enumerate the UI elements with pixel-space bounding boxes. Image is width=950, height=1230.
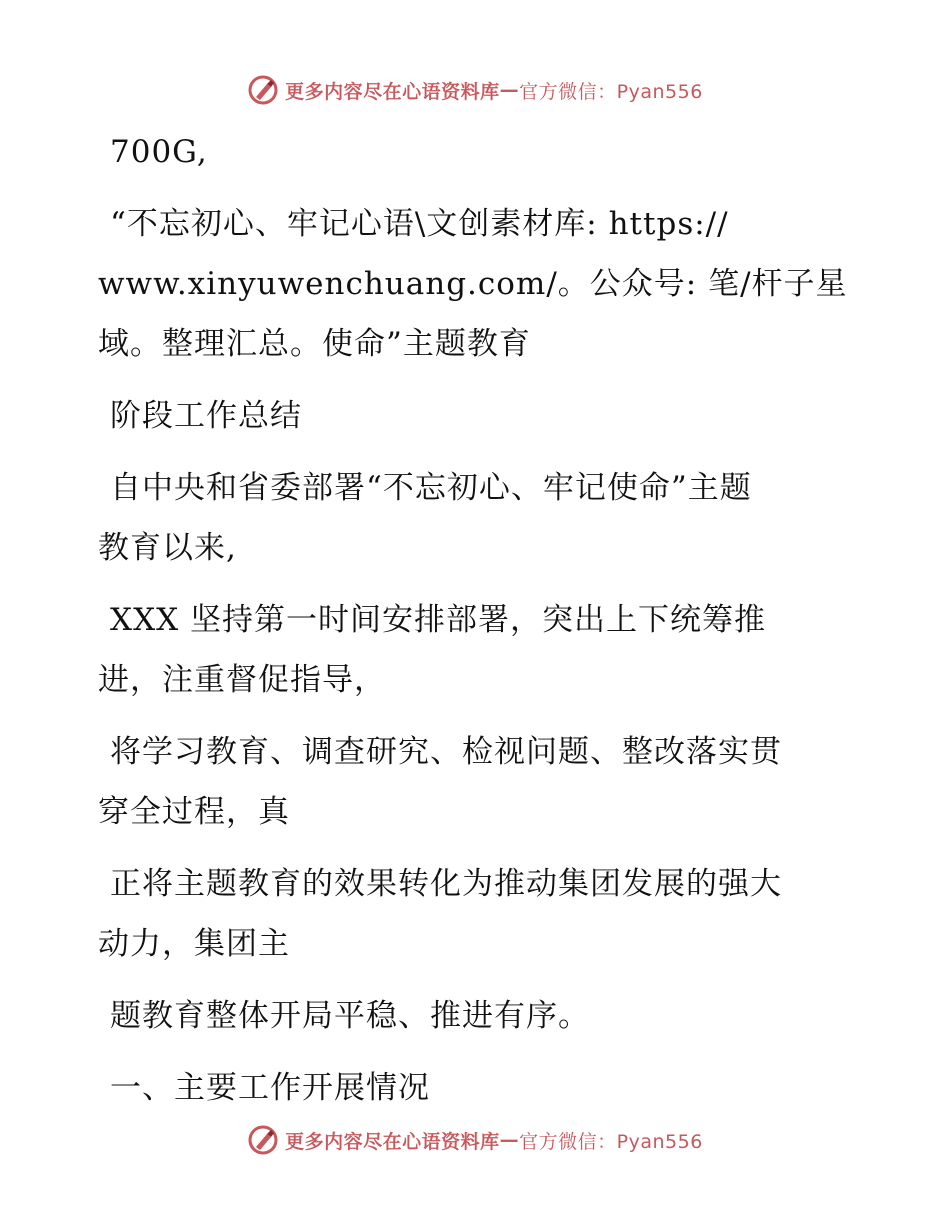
text-line: 自中央和省委部署“不忘初心、牢记使命”主题 <box>110 470 752 506</box>
text-line: “不忘初心、牢记心语\文创素材库: https:// <box>110 206 729 242</box>
text-line: 正将主题教育的效果转化为推动集团发展的强大 <box>110 866 782 902</box>
watermark-text: 更多内容尽在心语资料库 <box>285 1130 500 1153</box>
text-line: 教育以来, <box>98 530 237 566</box>
text-line: 进，注重督促指导， <box>98 662 386 698</box>
footer-watermark <box>0 1120 950 1160</box>
document-body <box>98 122 848 1118</box>
text-line: XXX 坚持第一时间安排部署，突出上下统筹推 <box>110 602 767 638</box>
watermark-dash: — <box>499 1129 520 1151</box>
text-line: 动力，集团主 <box>98 926 290 962</box>
pen-logo-icon <box>247 74 279 106</box>
watermark-wechat: 官方微信：Pyan556 <box>519 1130 703 1153</box>
section-heading: 一、主要工作开展情况 <box>110 1070 430 1106</box>
watermark-wechat: 官方微信：Pyan556 <box>519 80 703 103</box>
text-line: 阶段工作总结 <box>110 398 302 434</box>
text-line: 穿全过程，真 <box>98 794 290 830</box>
text-line: www.xinyuwenchuang.com/。公众号: 笔/杆子星 <box>98 266 848 302</box>
watermark-dash: — <box>499 79 520 101</box>
text-line: 题教育整体开局平稳、推进有序。 <box>110 998 590 1034</box>
text-line: 域。整理汇总。使命”主题教育 <box>98 326 531 362</box>
pen-logo-icon <box>247 1124 279 1156</box>
header-watermark <box>0 70 950 110</box>
watermark-text: 更多内容尽在心语资料库 <box>285 80 500 103</box>
text-line: 将学习教育、调查研究、检视问题、整改落实贯 <box>110 734 782 770</box>
text-line: 700G, <box>110 134 208 170</box>
